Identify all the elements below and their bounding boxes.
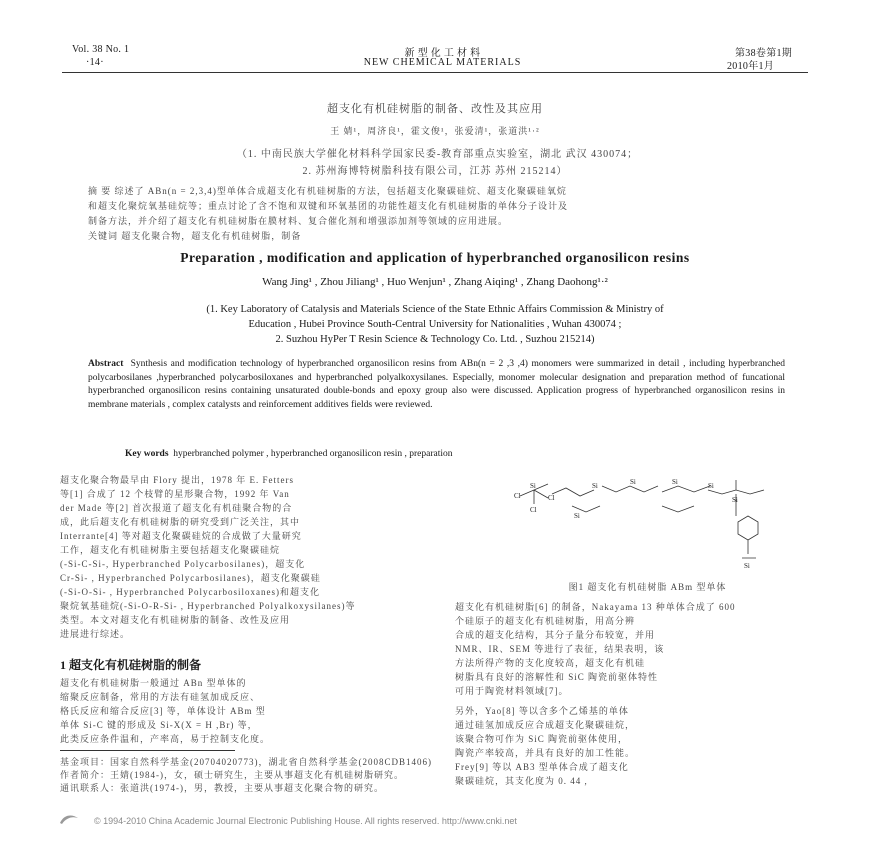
cn-affiliation-2: 2. 苏州海博特树脂科技有限公司，江苏 苏州 215214）: [302, 166, 568, 177]
intro-line-2: 等[1] 合成了 12 个枝臂的星形聚合物，1992 年 Van: [60, 489, 290, 499]
header-page-number: ·14·: [86, 57, 104, 68]
fig-atom-label: Cl: [514, 492, 521, 500]
intro-line-10: 聚烷氧基硅烷(-Si-O-R-Si- , Hyperbranched Polyalkoxysilanes)等: [60, 601, 356, 611]
right-line-13: 聚碳硅烷，其支化度为 0. 44 ,: [455, 776, 588, 786]
fig-atom-label: Si: [732, 496, 738, 504]
right-line-8: 另外，Yao[8] 等以含多个乙烯基的单体: [455, 706, 629, 716]
cn-keywords: 关键词 超支化聚合物，超支化有机硅树脂，制备: [88, 231, 302, 241]
right-line-10: 该聚合物可作为 SiC 陶瓷前驱体使用，: [455, 734, 629, 744]
right-column: [455, 600, 805, 788]
cn-abstract-line-3: 制备方法，并介绍了超支化有机硅树脂在膜材料、复合催化剂和增强添加剂等领域的应用进展。: [88, 216, 509, 226]
cn-title: 超支化有机硅树脂的制备、改性及其应用: [327, 103, 543, 115]
right-line-11: 陶瓷产率较高，并具有良好的加工性能。: [455, 748, 636, 758]
abstract-label: Abstract: [88, 359, 124, 369]
en-affiliations: [60, 302, 810, 347]
fig-atom-label: Si: [708, 482, 714, 490]
right-line-4: NMR、IR、SEM 等进行了表征，结果表明，该: [455, 644, 665, 654]
right-line-3: 合成的超支化结构，其分子量分布较宽，并用: [455, 630, 656, 640]
header-journal-cn: 新 型 化 工 材 料: [404, 48, 481, 59]
copyright-footer: © 1994-2010 China Academic Journal Electronic Publishing House. All rights reserved. http://www.cnki.net: [94, 816, 517, 826]
sec1-line-1: 超支化有机硅树脂一般通过 ABn 型单体的: [60, 678, 247, 688]
fig-atom-label: Si: [672, 478, 678, 486]
cnki-logo-icon: [58, 812, 80, 826]
intro-line-12: 进展进行综述。: [60, 629, 131, 639]
monomer-structures-figure: [512, 476, 782, 574]
en-affiliation-3: 2. Suzhou HyPer T Resin Science & Technology Co. Ltd. , Suzhou 215214): [275, 334, 595, 345]
intro-line-1: 超支化聚合物最早由 Flory 提出，1978 年 E. Fetters: [60, 475, 294, 485]
header-journal-en: NEW CHEMICAL MATERIALS: [363, 57, 522, 68]
keywords-label: Key words: [125, 449, 169, 459]
abstract-text: Synthesis and modification technology of hyperbranched organosilicon resins from ABn(n = 2 ,3 ,4) monomers were summarized in detail , including hyperbranched polycarbosilanes ,hyperbranched polycarbosiloxanes and hyperbranched polyalkoxysilanes. Especially, monomer molecular designation and preparation method of funcational hyperbranched organosilicon resins containing unsaturated double-bonds and epoxy group also were discussed. Application progress of hyperbranched organosilicon resins in membrane materials , complex catalysts and reinforcement additives fields were reviewed.: [88, 359, 785, 410]
keywords-text: hyperbranched polymer , hyperbranched organosilicon resin , preparation: [173, 449, 453, 459]
section-1-heading: 1 超支化有机硅树脂的制备: [60, 658, 202, 672]
header-issue-cn: 第38卷第1期: [735, 48, 793, 59]
sec1-line-5: 此类反应条件温和，产率高，易于控制支化度。: [60, 734, 271, 744]
intro-line-5: Interrante[4] 等对超支化聚碳硅烷的合成做了大量研究: [60, 531, 302, 541]
intro-line-7: (-Si-C-Si-, Hyperbranched Polycarbosilanes)，超支化: [60, 559, 306, 569]
right-line-1: 超支化有机硅树脂[6] 的制备，Nakayama 13 种单体合成了 600: [455, 602, 736, 612]
en-affiliation-1: (1. Key Laboratory of Catalysis and Materials Science of the State Ethnic Affairs Commission & Ministry of: [206, 304, 664, 315]
right-line-6: 树脂具有良好的溶解性和 SiC 陶瓷前驱体特性: [455, 672, 659, 682]
sec1-line-4: 单体 Si-C 键的形成及 Si-X(X = H ,Br) 等，: [60, 720, 258, 730]
intro-line-11: 类型。本文对超支化有机硅树脂的制备、改性及应用: [60, 615, 291, 625]
header-volume: Vol. 38 No. 1: [72, 44, 130, 55]
header-date: 2010年1月: [727, 61, 775, 72]
figure-caption: 图1 超支化有机硅树脂 ABm 型单体: [568, 582, 727, 592]
en-affiliation-2: Education , Hubei Province South-Central University for Nationalities , Wuhan 430074 ;: [248, 319, 622, 330]
header-rule: [62, 72, 808, 73]
en-abstract: [88, 358, 785, 412]
intro-line-8: Cr-Si- , Hyperbranched Polycarbosilanes)，超支化聚碳硅: [60, 573, 321, 583]
footnote-rule: [60, 750, 235, 751]
left-column: [60, 473, 430, 641]
right-line-7: 可用于陶瓷材料领域[7]。: [455, 686, 569, 696]
intro-line-6: 工作，超支化有机硅树脂主要包括超支化聚碳硅烷: [60, 545, 281, 555]
cn-authors: 王 婧¹，周济良¹，霍文俊¹，张爱清¹，张道洪¹·²: [330, 126, 540, 136]
cn-abstract-line-1: 摘 要 综述了 ABn(n = 2,3,4)型单体合成超支化有机硅树脂的方法，包括超支化聚碳硅烷、超支化聚碳硅氧烷: [88, 186, 567, 196]
section-1-body: [60, 676, 430, 746]
fig-atom-label: Cl: [548, 494, 555, 502]
intro-line-3: der Made 等[2] 首次报道了超支化有机硅聚合物的合: [60, 503, 293, 513]
footnote-author: 作者简介：王婧(1984-)，女，硕士研究生，主要从事超支化有机硅树脂研究。: [60, 770, 404, 780]
intro-line-9: (-Si-O-Si- , Hyperbranched Polycarbosiloxanes)和超支化: [60, 587, 320, 597]
fig-atom-label: Si: [744, 562, 750, 570]
cn-affiliation-1: （1. 中南民族大学催化材料科学国家民委-教育部重点实验室，湖北 武汉 430074；: [236, 149, 639, 160]
fig-atom-label: Si: [630, 478, 636, 486]
footnote-corresponding: 通讯联系人：张道洪(1974-)，男，教授，主要从事超支化聚合物的研究。: [60, 783, 384, 793]
intro-line-4: 成，此后超支化有机硅树脂的研究受到广泛关注，其中: [60, 517, 301, 527]
right-line-9: 通过硅氢加成反应合成超支化聚碳硅烷，: [455, 720, 636, 730]
right-line-5: 方法所得产物的支化度较高，超支化有机硅: [455, 658, 646, 668]
fig-atom-label: Si: [530, 482, 536, 490]
fig-atom-label: Si: [592, 482, 598, 490]
sec1-line-2: 缩聚反应制备，常用的方法有硅氢加成反应、: [60, 692, 261, 702]
footnote-funding: 基金项目：国家自然科学基金(20704020773)，湖北省自然科学基金(2008CDB1406): [60, 757, 432, 767]
right-line-12: Frey[9] 等以 AB3 型单体合成了超支化: [455, 762, 629, 772]
right-line-2: 个硅原子的超支化有机硅树脂，用高分辨: [455, 616, 636, 626]
fig-atom-label: Cl: [530, 506, 537, 514]
sec1-line-3: 格氏反应和缩合反应[3] 等，单体设计 ABm 型: [60, 706, 266, 716]
en-keywords: [125, 448, 785, 462]
cn-abstract-line-2: 和超支化聚烷氧基硅烷等；重点讨论了含不饱和双键和环氧基团的功能性超支化有机硅树脂的单体分子设计及: [88, 201, 569, 211]
en-title: Preparation , modification and application of hyperbranched organosilicon resins: [180, 250, 690, 265]
fig-atom-label: Si: [574, 512, 580, 520]
en-authors: Wang Jing¹ , Zhou Jiliang¹ , Huo Wenjun¹ , Zhang Aiqing¹ , Zhang Daohong¹·²: [262, 276, 608, 288]
